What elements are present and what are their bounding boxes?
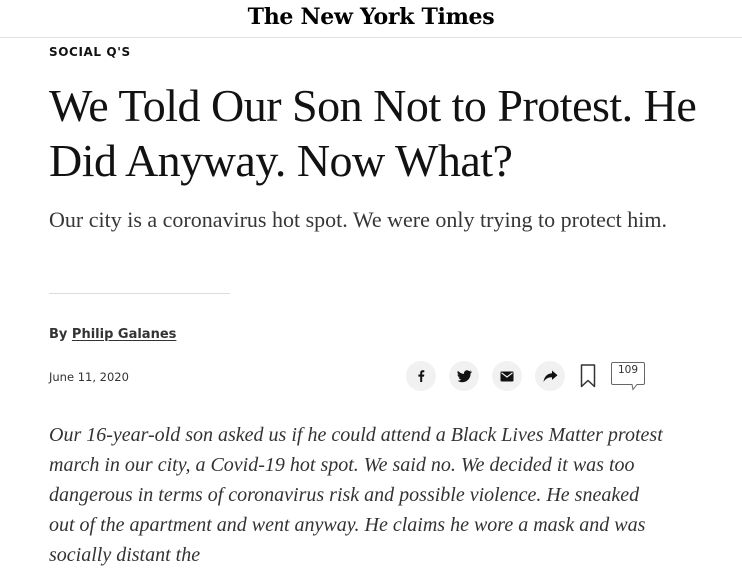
bookmark-icon xyxy=(578,363,598,389)
share-twitter-button[interactable] xyxy=(449,361,479,391)
share-icon xyxy=(543,370,558,383)
author-link[interactable]: Philip Galanes xyxy=(71,327,177,342)
comment-count: 109 xyxy=(617,364,639,376)
section-kicker[interactable]: SOCIAL Q'S xyxy=(49,45,131,59)
publish-date: June 11, 2020 xyxy=(49,370,129,384)
article-body-paragraph: Our 16-year-old son asked us if he could attend a Black Lives Matter protest march in our city, a Covid-19 hot spot. We said no. We decided it was too dangerous in terms of coronavirus risk and possible violence. He sneaked out of the apartment and went anyway. He claims he wore a mask and was socially distant the xyxy=(49,424,663,566)
headline: We Told Our Son Not to Protest. He Did Anyway. Now What? xyxy=(49,80,697,186)
share-facebook-button[interactable] xyxy=(406,361,436,391)
share-more-button[interactable] xyxy=(535,361,565,391)
email-icon xyxy=(500,371,514,382)
comments-button[interactable] xyxy=(610,361,646,391)
divider xyxy=(49,293,230,294)
article-summary: Our city is a coronavirus hot spot. We were only trying to protect him. xyxy=(49,207,667,232)
save-article-button[interactable] xyxy=(578,363,598,389)
byline xyxy=(49,327,176,342)
nyt-logo[interactable]: The New York Times xyxy=(247,4,495,30)
share-email-button[interactable] xyxy=(492,361,522,391)
masthead xyxy=(0,0,742,38)
byline-prefix: By xyxy=(49,327,68,342)
facebook-icon xyxy=(414,369,428,383)
twitter-icon xyxy=(457,370,472,383)
